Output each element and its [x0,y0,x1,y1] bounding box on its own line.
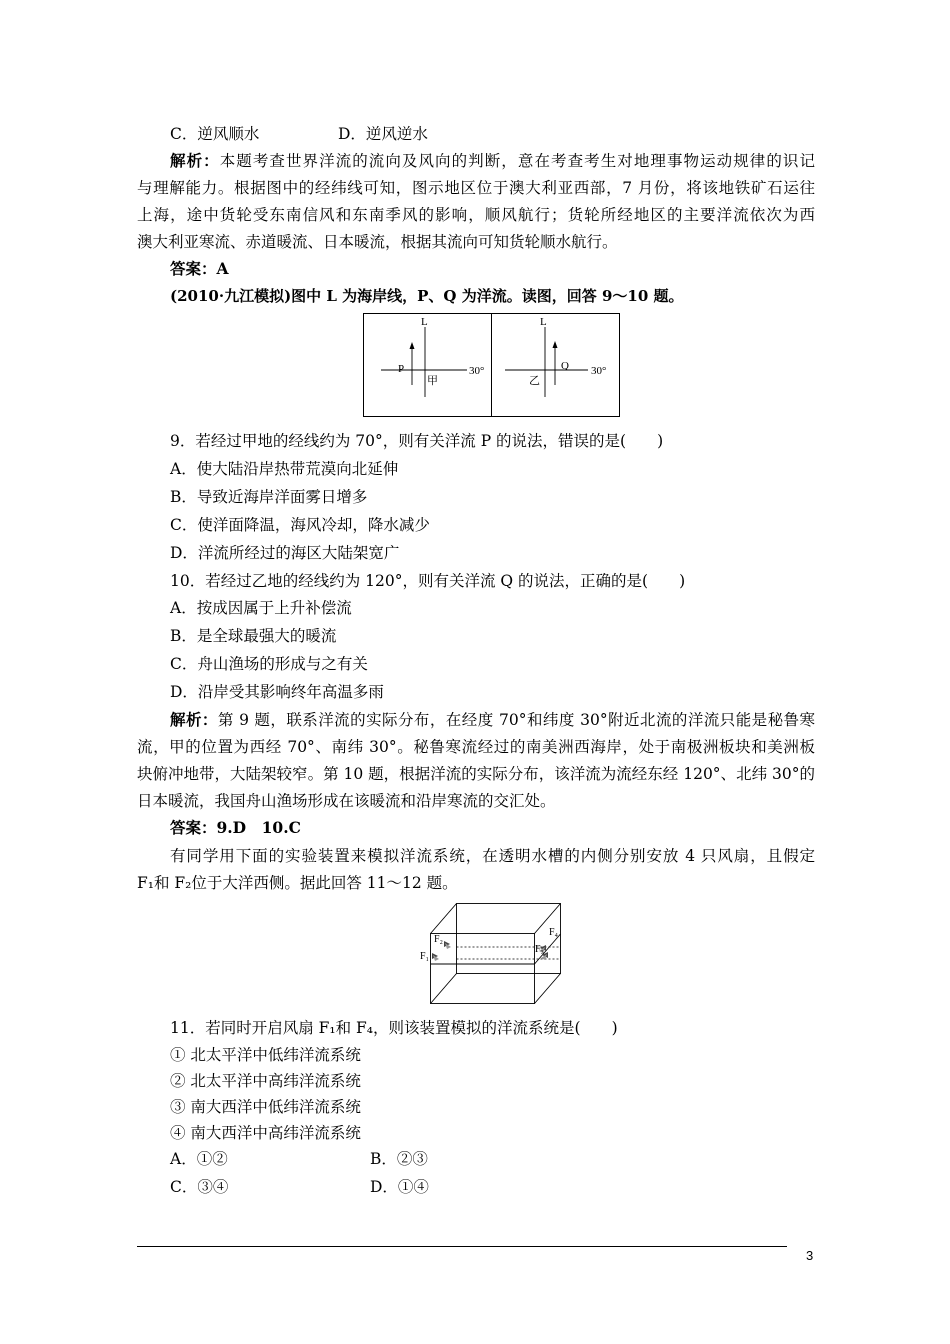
label-jia: 甲 [427,375,438,387]
question-9-option-d: D．洋流所经过的海区大陆架宽广 [170,544,400,562]
question-10-option-d: D．沿岸受其影响终年高温多雨 [170,683,384,701]
analysis-1-line-3: 上海，途中货轮受东南信风和东南季风的影响，顺风航行；货轮所经地区的主要洋流依次为西 [137,206,815,224]
tank-back-face [457,904,561,974]
question-9-option-b: B．导致近海岸洋面雾日增多 [170,488,368,506]
label-yi: 乙 [529,375,540,387]
footer-divider [137,1246,787,1247]
question-intro-11-12-line-2: F₁和 F₂位于大洋西侧。据此回答 11～12 题。 [137,874,458,892]
figure-coastline-currents [363,313,620,417]
analysis-1-line-2: 与理解能力。根据图中的经纬线可知，图示地区位于澳大利亚西部，7 月份，将该地铁矿石运往 [137,179,815,197]
label-F1: F₁ [420,951,430,962]
question-11-item-4: ④ 南大西洋中高纬洋流系统 [170,1124,361,1142]
label-L-right: L [540,316,547,328]
question-11-option-a: A．①② [170,1150,228,1168]
label-F3: F₃ [535,944,545,955]
label-P: P [398,363,405,375]
answer-2: 答案：9.D 10.C [170,818,301,837]
analysis-2-line-3: 块俯冲地带，大陆架较窄。第 10 题，根据洋流的实际分布，该洋流为流经东经 120°、北纬 30°的 [137,765,815,783]
analysis-2-line-1: 解析：第 9 题，联系洋流的实际分布，在经度 70°和纬度 30°附近北流的洋流只能是秘鲁寒 [170,710,815,729]
label-30deg-left: 30° [469,365,485,377]
question-9-option-a: A．使大陆沿岸热带荒漠向北延伸 [170,460,399,478]
figure-water-tank [418,902,566,1006]
label-F4: F₄ [549,927,559,938]
question-intro-9-10: (2010·九江模拟)图中 L 为海岸线，P、Q 为洋流。读图，回答 9～10 题。 [170,287,684,305]
analysis-1-line-1: 解析：本题考查世界洋流的流向及风向的判断，意在考查考生对地理事物运动规律的识记 [170,151,815,170]
answer-1: 答案：A [170,259,229,278]
question-11-option-b: B．②③ [370,1150,428,1168]
analysis-label: 解析： [170,151,220,170]
question-10-stem: 10．若经过乙地的经线约为 120°，则有关洋流 Q 的说法，正确的是( ) [170,572,686,590]
question-10-option-a: A．按成因属于上升补偿流 [170,599,352,617]
label-L-left: L [421,316,428,328]
label-Q: Q [561,360,569,372]
question-9-option-c: C．使洋面降温，海风冷却，降水减少 [170,516,430,534]
question-11-item-2: ② 北太平洋中高纬洋流系统 [170,1072,361,1090]
question-10-option-c: C．舟山渔场的形成与之有关 [170,655,368,673]
question-11-stem: 11．若同时开启风扇 F₁和 F₄，则该装置模拟的洋流系统是( ) [170,1019,618,1037]
page-number: 3 [806,1248,814,1263]
analysis-1-line-4: 澳大利亚寒流、赤道暖流、日本暖流，根据其流向可知货轮顺水航行。 [137,233,618,251]
label-30deg-right: 30° [591,365,607,377]
question-intro-11-12-line-1: 有同学用下面的实验装置来模拟洋流系统，在透明水槽的内侧分别安放 4 只风扇，且假定 [170,847,815,865]
fan-F2-icon [444,941,451,949]
current-Q-arrowhead [553,341,558,348]
analysis-label: 解析： [170,710,218,729]
analysis-2-line-4: 日本暖流，我国舟山渔场形成在该暖流和沿岸寒流的交汇处。 [137,792,556,810]
current-P-arrowhead [410,342,415,349]
question-10-option-b: B．是全球最强大的暖流 [170,627,337,645]
label-F2: F₂ [434,934,444,945]
option-d: D．逆风逆水 [338,125,428,143]
analysis-2-line-2: 流，甲的位置为西经 70°、南纬 30°。秘鲁寒流经过的南美洲西海岸，处于南极洲板块和美洲板 [137,738,815,756]
question-11-option-d: D．①④ [370,1178,429,1196]
fan-F1-icon [432,953,439,961]
question-11-item-3: ③ 南大西洋中低纬洋流系统 [170,1098,361,1116]
question-11-item-1: ① 北太平洋中低纬洋流系统 [170,1046,361,1064]
question-11-option-c: C．③④ [170,1178,229,1196]
question-9-stem: 9．若经过甲地的经线约为 70°，则有关洋流 P 的说法，错误的是( ) [170,432,664,450]
option-c: C．逆风顺水 [170,125,260,143]
